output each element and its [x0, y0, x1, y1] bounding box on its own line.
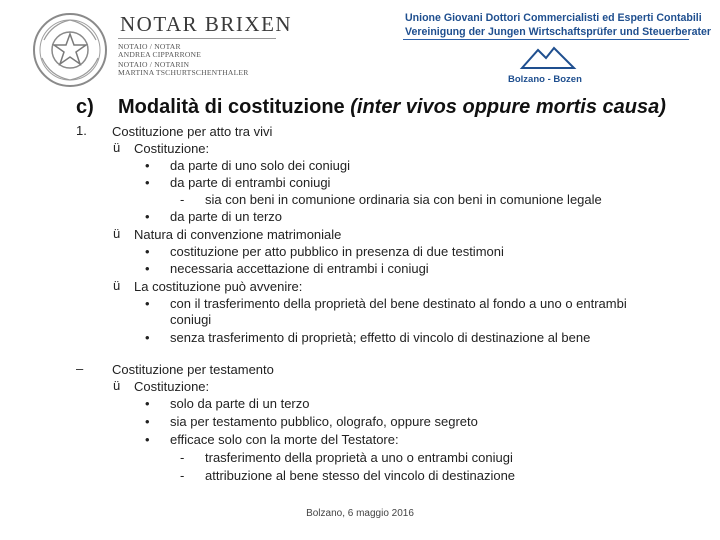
sub-item: sia per testamento pubblico, olografo, oppure segreto	[170, 414, 478, 429]
list-item: Costituzione:	[134, 379, 210, 394]
sub-item: da parte di entrambi coniugi	[170, 175, 331, 190]
check-icon: ü	[113, 226, 121, 241]
check-icon: ü	[113, 378, 121, 393]
footer-date: Bolzano, 6 maggio 2016	[306, 508, 414, 519]
list-item: La costituzione può avvenire:	[134, 279, 303, 294]
sub-item-continuation: coniugi	[170, 312, 212, 327]
association-name-it: Unione Giovani Dottori Commercialisti ed Esperti Contabili	[405, 12, 702, 24]
mountain-logo-icon	[518, 44, 578, 72]
bullet-icon: •	[145, 330, 150, 345]
dash-icon: -	[180, 468, 185, 483]
sub-item: con il trasferimento della proprietà del bene destinato al fondo a uno o entrambi	[170, 296, 627, 311]
association-city: Bolzano - Bozen	[508, 74, 582, 85]
sub-item: senza trasferimento di proprietà; effetto di vincolo di destinazione al bene	[170, 330, 591, 345]
notary-line: NOTAIO / NOTAR	[118, 42, 181, 51]
bullet-icon: •	[145, 396, 150, 411]
sub-item: da parte di uno solo dei coniugi	[170, 158, 350, 173]
notary-divider	[118, 38, 276, 39]
subsection-heading: Costituzione per testamento	[112, 362, 274, 377]
notary-line: ANDREA CIPPARRONE	[118, 50, 202, 59]
dash-icon: -	[180, 192, 185, 207]
list-marker: –	[76, 361, 84, 376]
sub-item: da parte di un terzo	[170, 209, 283, 224]
sub-sub-item: attribuzione al bene stesso del vincolo di destinazione	[205, 468, 516, 483]
sub-sub-item: sia con beni in comunione ordinaria sia con beni in comunione legale	[205, 192, 602, 207]
bullet-icon: •	[145, 296, 150, 311]
notary-line: NOTAIO / NOTARIN	[118, 60, 190, 69]
sub-sub-item: trasferimento della proprietà a uno o entrambi coniugi	[205, 450, 513, 465]
association-divider	[403, 39, 689, 40]
notary-title: NOTAR BRIXEN	[120, 12, 293, 36]
notary-line: MARTINA TSCHURTSCHENTHALER	[118, 68, 249, 77]
list-marker: 1.	[76, 123, 87, 138]
subsection-heading: Costituzione per atto tra vivi	[112, 124, 273, 139]
sub-item: costituzione per atto pubblico in presenza di due testimoni	[170, 244, 504, 259]
section-letter: c)	[76, 96, 94, 118]
bullet-icon: •	[145, 414, 150, 429]
bullet-icon: •	[145, 158, 150, 173]
bullet-icon: •	[145, 432, 150, 447]
sub-item: necessaria accettazione di entrambi i coniugi	[170, 261, 429, 276]
bullet-icon: •	[145, 244, 150, 259]
bullet-icon: •	[145, 175, 150, 190]
check-icon: ü	[113, 140, 121, 155]
bullet-icon: •	[145, 261, 150, 276]
list-item: Natura di convenzione matrimoniale	[134, 227, 342, 242]
section-title-main: Modalità di costituzione	[118, 96, 351, 118]
italian-republic-seal-icon	[30, 10, 110, 90]
list-item: Costituzione:	[134, 141, 210, 156]
association-name-de: Vereinigung der Jungen Wirtschaftsprüfer und Steuerberater	[405, 26, 712, 38]
sub-item: solo da parte di un terzo	[170, 396, 310, 411]
section-title	[118, 96, 666, 119]
dash-icon: -	[180, 450, 185, 465]
check-icon: ü	[113, 278, 121, 293]
bullet-icon: •	[145, 209, 150, 224]
sub-item: efficace solo con la morte del Testatore:	[170, 432, 399, 447]
section-title-italic: (inter vivos oppure mortis causa)	[350, 96, 666, 118]
